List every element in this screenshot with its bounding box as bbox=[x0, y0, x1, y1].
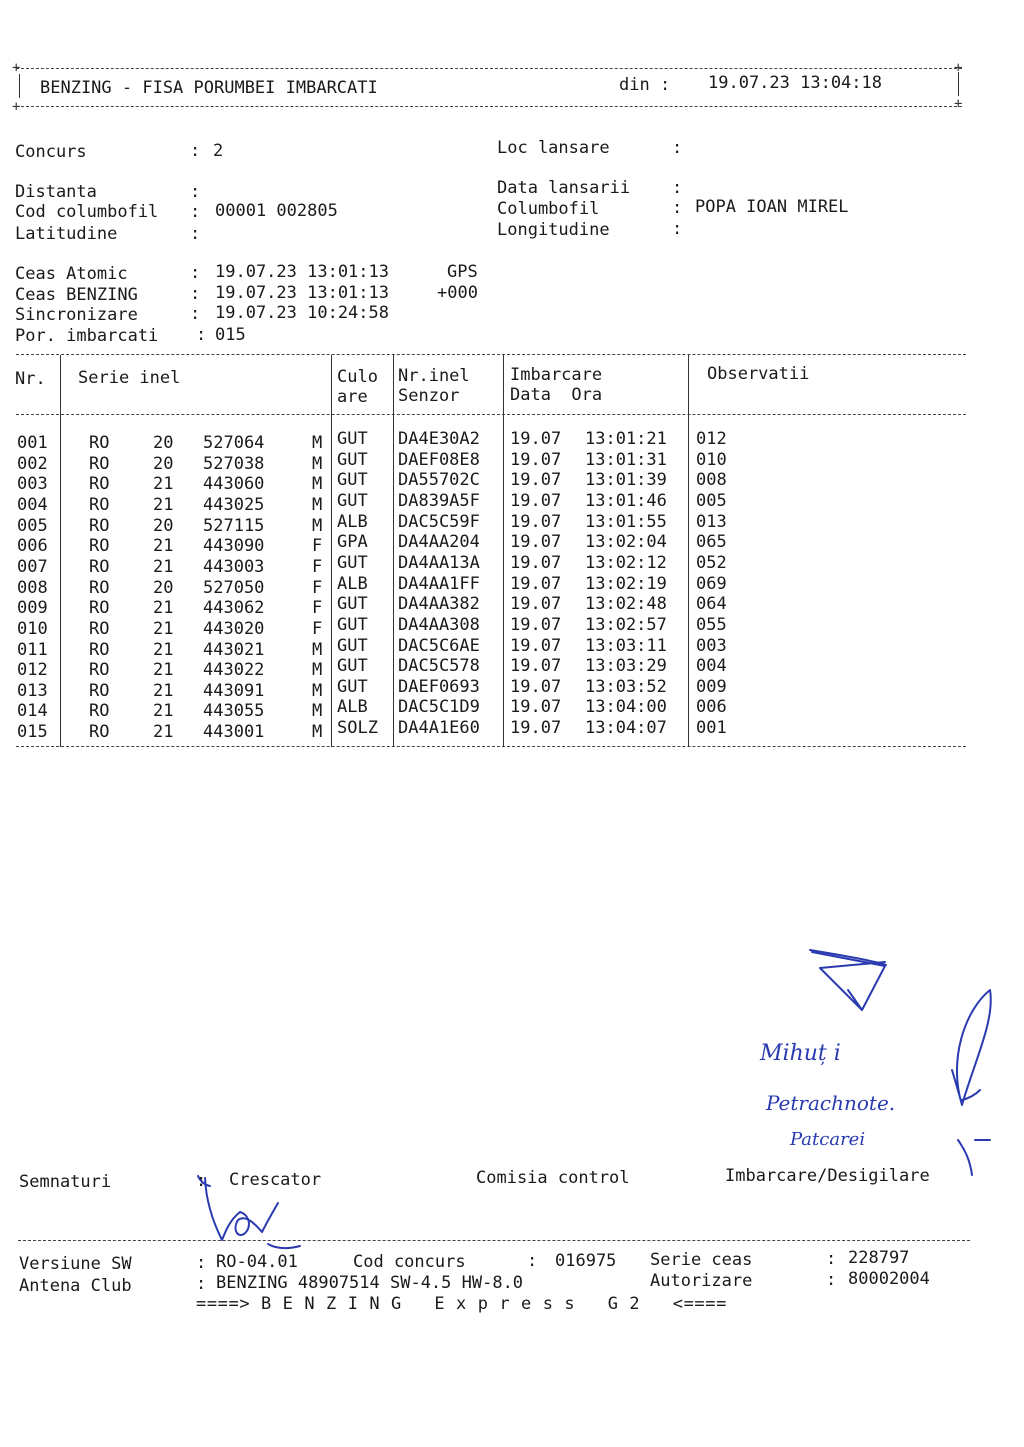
cell-year: 21 bbox=[153, 660, 174, 681]
por-imbarcati-value: 015 bbox=[215, 325, 246, 345]
cell-year: 21 bbox=[153, 639, 174, 660]
cell-sex: M bbox=[312, 680, 323, 701]
cell-country: RO bbox=[89, 660, 110, 681]
ceas-atomic-label: Ceas Atomic bbox=[15, 264, 128, 284]
cell-year: 20 bbox=[153, 577, 174, 598]
header-datetime: 19.07.23 13:04:18 bbox=[708, 73, 882, 93]
cell-date: 19.07 bbox=[510, 594, 562, 615]
column-header-data-ora: Data Ora bbox=[510, 385, 603, 405]
cell-sensor: DA4AA382 bbox=[398, 594, 480, 615]
por-imbarcati-colon: : bbox=[196, 325, 207, 345]
benzing-banner: ====> B E N Z I N G E x p r e s s G 2 <==== bbox=[196, 1294, 727, 1314]
cell-ring-number: 443025 bbox=[203, 494, 265, 515]
serie-ceas-colon: : bbox=[826, 1249, 837, 1269]
cell-observatii: 052 bbox=[696, 552, 727, 573]
cell-time: 13:02:12 bbox=[585, 552, 667, 573]
serie-ceas-label: Serie ceas bbox=[650, 1250, 753, 1270]
cell-nr: 005 bbox=[17, 515, 48, 536]
cell-year: 20 bbox=[153, 515, 174, 536]
antena-value: BENZING 48907514 SW-4.5 HW-8.0 bbox=[216, 1273, 524, 1293]
cell-nr: 009 bbox=[17, 598, 48, 619]
cell-sensor: DAC5C578 bbox=[398, 656, 480, 677]
handwritten-note: Mihuț i bbox=[760, 1041, 841, 1066]
cell-country: RO bbox=[89, 453, 110, 474]
cell-color: ALB bbox=[337, 573, 368, 594]
cell-observatii: 003 bbox=[696, 635, 727, 656]
column-header-nr: Nr. bbox=[15, 369, 46, 389]
cell-nr: 015 bbox=[17, 722, 48, 743]
cell-sensor: DA4AA13A bbox=[398, 552, 480, 573]
cell-nr: 002 bbox=[17, 453, 48, 474]
cell-color: GUT bbox=[337, 552, 368, 573]
antena-label: Antena Club bbox=[19, 1276, 132, 1296]
columbofil-label: Columbofil bbox=[497, 199, 600, 219]
cell-sensor: DAC5C1D9 bbox=[398, 697, 480, 718]
cell-color: SOLZ bbox=[337, 718, 378, 739]
cell-sex: M bbox=[312, 474, 323, 495]
cell-ring-number: 527115 bbox=[203, 515, 265, 536]
cell-nr: 010 bbox=[17, 618, 48, 639]
column-header-culoare-2: are bbox=[337, 387, 368, 407]
corner-mark: + bbox=[12, 60, 21, 76]
loc-lansare-label: Loc lansare bbox=[497, 138, 610, 158]
sincronizare-value: 19.07.23 10:24:58 bbox=[215, 303, 389, 323]
cell-color: GPA bbox=[337, 532, 368, 553]
cell-date: 19.07 bbox=[510, 573, 562, 594]
cell-ring-number: 443020 bbox=[203, 618, 265, 639]
cell-sensor: DA55702C bbox=[398, 470, 480, 491]
cell-sex: F bbox=[312, 577, 323, 598]
por-imbarcati-label: Por. imbarcati bbox=[15, 326, 159, 346]
cell-sex: M bbox=[312, 639, 323, 660]
versiune-value: RO-04.01 bbox=[216, 1252, 298, 1272]
cod-columbofil-label: Cod columbofil bbox=[15, 202, 159, 222]
column-header-culoare: Culo bbox=[337, 367, 378, 387]
cell-year: 21 bbox=[153, 722, 174, 743]
cell-year: 21 bbox=[153, 618, 174, 639]
cell-sex: F bbox=[312, 618, 323, 639]
cell-sex: M bbox=[312, 453, 323, 474]
cell-sensor: DA4E30A2 bbox=[398, 429, 480, 449]
cell-country: RO bbox=[89, 556, 110, 577]
cell-sensor: DA4AA308 bbox=[398, 614, 480, 635]
cell-date: 19.07 bbox=[510, 656, 562, 677]
versiune-label: Versiune SW bbox=[19, 1254, 132, 1274]
cod-concurs-colon: : bbox=[527, 1251, 538, 1271]
cell-country: RO bbox=[89, 577, 110, 598]
cell-color: ALB bbox=[337, 697, 368, 718]
ceas-benzing-value: 19.07.23 13:01:13 bbox=[215, 283, 389, 303]
cell-observatii: 001 bbox=[696, 718, 727, 739]
column-header-imbarcare: Imbarcare bbox=[510, 365, 603, 385]
ceas-benzing-suffix: +000 bbox=[437, 283, 478, 303]
crescator-label: Crescator bbox=[229, 1170, 322, 1190]
cell-time: 13:03:29 bbox=[585, 656, 667, 677]
document-title: BENZING - FISA PORUMBEI IMBARCATI bbox=[40, 78, 378, 98]
concurs-colon: : bbox=[190, 141, 201, 161]
cell-ring-number: 443062 bbox=[203, 598, 265, 619]
cell-sex: M bbox=[312, 660, 323, 681]
ceas-benzing-label: Ceas BENZING bbox=[15, 285, 138, 305]
cell-country: RO bbox=[89, 433, 110, 453]
column-header-senzor: Senzor bbox=[398, 386, 460, 406]
cell-sex: M bbox=[312, 701, 323, 722]
cell-country: RO bbox=[89, 494, 110, 515]
cell-time: 13:03:52 bbox=[585, 676, 667, 697]
cell-observatii: 065 bbox=[696, 532, 727, 553]
antena-colon: : bbox=[196, 1274, 207, 1294]
cell-observatii: 009 bbox=[696, 676, 727, 697]
cell-color: GUT bbox=[337, 470, 368, 491]
cell-observatii: 004 bbox=[696, 656, 727, 677]
cell-date: 19.07 bbox=[510, 490, 562, 511]
corner-mark: + bbox=[954, 60, 963, 76]
comisia-label: Comisia control bbox=[476, 1168, 630, 1188]
cell-observatii: 012 bbox=[696, 429, 727, 449]
loc-lansare-colon: : bbox=[672, 138, 683, 158]
cell-nr: 004 bbox=[17, 494, 48, 515]
column-header-observatii: Observatii bbox=[707, 364, 810, 384]
cell-color: GUT bbox=[337, 656, 368, 677]
cell-ring-number: 443021 bbox=[203, 639, 265, 660]
cell-year: 21 bbox=[153, 494, 174, 515]
cell-date: 19.07 bbox=[510, 552, 562, 573]
cell-sex: M bbox=[312, 515, 323, 536]
cell-sensor: DAC5C59F bbox=[398, 511, 480, 532]
distanta-label: Distanta bbox=[15, 182, 97, 202]
cell-time: 13:02:19 bbox=[585, 573, 667, 594]
cell-sex: M bbox=[312, 433, 323, 453]
cell-color: ALB bbox=[337, 511, 368, 532]
column-header-nr-inel: Nr.inel bbox=[398, 366, 470, 386]
cell-ring-number: 443090 bbox=[203, 536, 265, 557]
column-header-serie-inel: Serie inel bbox=[78, 368, 181, 388]
imbarcare-desigilare-label: Imbarcare/Desigilare bbox=[725, 1166, 930, 1186]
autorizare-colon: : bbox=[826, 1270, 837, 1290]
cell-sensor: DAC5C6AE bbox=[398, 635, 480, 656]
cell-nr: 013 bbox=[17, 680, 48, 701]
cell-year: 21 bbox=[153, 701, 174, 722]
cell-time: 13:03:11 bbox=[585, 635, 667, 656]
cell-time: 13:01:46 bbox=[585, 490, 667, 511]
cell-sensor: DAEF0693 bbox=[398, 676, 480, 697]
cell-ring-number: 443055 bbox=[203, 701, 265, 722]
cell-country: RO bbox=[89, 680, 110, 701]
cell-date: 19.07 bbox=[510, 614, 562, 635]
cell-nr: 003 bbox=[17, 474, 48, 495]
corner-mark: + bbox=[12, 99, 21, 115]
cell-country: RO bbox=[89, 701, 110, 722]
cell-color: GUT bbox=[337, 429, 368, 449]
cell-sensor: DA4AA1FF bbox=[398, 573, 480, 594]
cell-color: GUT bbox=[337, 676, 368, 697]
cod-concurs-label: Cod concurs bbox=[353, 1252, 466, 1272]
cell-country: RO bbox=[89, 639, 110, 660]
cell-date: 19.07 bbox=[510, 429, 562, 449]
cell-observatii: 069 bbox=[696, 573, 727, 594]
concurs-value: 2 bbox=[213, 141, 224, 161]
sincronizare-label: Sincronizare bbox=[15, 305, 138, 325]
cod-columbofil-colon: : bbox=[190, 202, 201, 222]
ceas-atomic-value: 19.07.23 13:01:13 bbox=[215, 262, 389, 282]
cell-date: 19.07 bbox=[510, 676, 562, 697]
versiune-colon: : bbox=[196, 1253, 207, 1273]
columbofil-colon: : bbox=[672, 198, 683, 218]
handwritten-note: Patcarei bbox=[790, 1129, 866, 1150]
cell-year: 21 bbox=[153, 536, 174, 557]
cell-year: 21 bbox=[153, 598, 174, 619]
ceas-atomic-suffix: GPS bbox=[447, 262, 478, 282]
autorizare-label: Autorizare bbox=[650, 1271, 753, 1291]
cell-observatii: 055 bbox=[696, 614, 727, 635]
cod-columbofil-value: 00001 002805 bbox=[215, 201, 338, 221]
cell-date: 19.07 bbox=[510, 697, 562, 718]
distanta-colon: : bbox=[190, 182, 201, 202]
cell-country: RO bbox=[89, 474, 110, 495]
handwritten-note: Petrachnote. bbox=[766, 1091, 896, 1115]
cell-color: GUT bbox=[337, 594, 368, 615]
cell-time: 13:01:21 bbox=[585, 429, 667, 449]
cell-color: GUT bbox=[337, 635, 368, 656]
concurs-label: Concurs bbox=[15, 142, 87, 162]
cell-year: 20 bbox=[153, 453, 174, 474]
cell-nr: 014 bbox=[17, 701, 48, 722]
cell-nr: 006 bbox=[17, 536, 48, 557]
cell-nr: 007 bbox=[17, 556, 48, 577]
cell-color: GUT bbox=[337, 490, 368, 511]
cell-country: RO bbox=[89, 722, 110, 743]
cell-country: RO bbox=[89, 598, 110, 619]
latitudine-label: Latitudine bbox=[15, 224, 118, 244]
cell-sex: M bbox=[312, 494, 323, 515]
cell-time: 13:02:48 bbox=[585, 594, 667, 615]
cell-sex: F bbox=[312, 536, 323, 557]
latitudine-colon: : bbox=[190, 224, 201, 244]
cell-observatii: 008 bbox=[696, 470, 727, 491]
cell-date: 19.07 bbox=[510, 532, 562, 553]
cell-date: 19.07 bbox=[510, 511, 562, 532]
cod-concurs-value: 016975 bbox=[555, 1251, 617, 1271]
cell-country: RO bbox=[89, 515, 110, 536]
cell-ring-number: 527050 bbox=[203, 577, 265, 598]
cell-ring-number: 443060 bbox=[203, 474, 265, 495]
autorizare-value: 80002004 bbox=[848, 1269, 930, 1289]
cell-nr: 011 bbox=[17, 639, 48, 660]
sincronizare-colon: : bbox=[190, 304, 201, 324]
cell-time: 13:02:04 bbox=[585, 532, 667, 553]
serie-ceas-value: 228797 bbox=[848, 1248, 910, 1268]
cell-time: 13:01:55 bbox=[585, 511, 667, 532]
cell-country: RO bbox=[89, 618, 110, 639]
cell-year: 21 bbox=[153, 474, 174, 495]
cell-nr: 012 bbox=[17, 660, 48, 681]
cell-observatii: 005 bbox=[696, 490, 727, 511]
cell-time: 13:04:07 bbox=[585, 718, 667, 739]
cell-color: GUT bbox=[337, 449, 368, 470]
semnaturi-label: Semnaturi bbox=[19, 1172, 112, 1192]
cell-sex: M bbox=[312, 722, 323, 743]
cell-sensor: DA4A1E60 bbox=[398, 718, 480, 739]
cell-time: 13:01:31 bbox=[585, 449, 667, 470]
longitudine-colon: : bbox=[672, 219, 683, 239]
cell-year: 21 bbox=[153, 680, 174, 701]
cell-nr: 008 bbox=[17, 577, 48, 598]
longitudine-label: Longitudine bbox=[497, 220, 610, 240]
cell-ring-number: 443001 bbox=[203, 722, 265, 743]
cell-observatii: 006 bbox=[696, 697, 727, 718]
cell-year: 20 bbox=[153, 433, 174, 453]
cell-sensor: DA839A5F bbox=[398, 490, 480, 511]
corner-mark: + bbox=[954, 96, 963, 112]
cell-color: GUT bbox=[337, 614, 368, 635]
cell-sex: F bbox=[312, 598, 323, 619]
cell-ring-number: 443091 bbox=[203, 680, 265, 701]
cell-nr: 001 bbox=[17, 433, 48, 453]
cell-sensor: DA4AA204 bbox=[398, 532, 480, 553]
cell-time: 13:02:57 bbox=[585, 614, 667, 635]
ceas-benzing-colon: : bbox=[190, 284, 201, 304]
cell-date: 19.07 bbox=[510, 449, 562, 470]
cell-date: 19.07 bbox=[510, 718, 562, 739]
cell-ring-number: 443022 bbox=[203, 660, 265, 681]
cell-year: 21 bbox=[153, 556, 174, 577]
data-lansarii-label: Data lansarii bbox=[497, 178, 631, 198]
cell-ring-number: 443003 bbox=[203, 556, 265, 577]
cell-sex: F bbox=[312, 556, 323, 577]
cell-observatii: 010 bbox=[696, 449, 727, 470]
semnaturi-colon: : bbox=[196, 1171, 207, 1191]
header-date-label: din : bbox=[619, 75, 671, 95]
columbofil-value: POPA IOAN MIREL bbox=[695, 197, 849, 217]
cell-date: 19.07 bbox=[510, 635, 562, 656]
ceas-atomic-colon: : bbox=[190, 263, 201, 283]
cell-country: RO bbox=[89, 536, 110, 557]
cell-time: 13:04:00 bbox=[585, 697, 667, 718]
cell-observatii: 064 bbox=[696, 594, 727, 615]
cell-observatii: 013 bbox=[696, 511, 727, 532]
cell-ring-number: 527038 bbox=[203, 453, 265, 474]
cell-ring-number: 527064 bbox=[203, 433, 265, 453]
cell-sensor: DAEF08E8 bbox=[398, 449, 480, 470]
cell-time: 13:01:39 bbox=[585, 470, 667, 491]
cell-date: 19.07 bbox=[510, 470, 562, 491]
footer-rule bbox=[18, 1240, 970, 1241]
data-lansarii-colon: : bbox=[672, 178, 683, 198]
